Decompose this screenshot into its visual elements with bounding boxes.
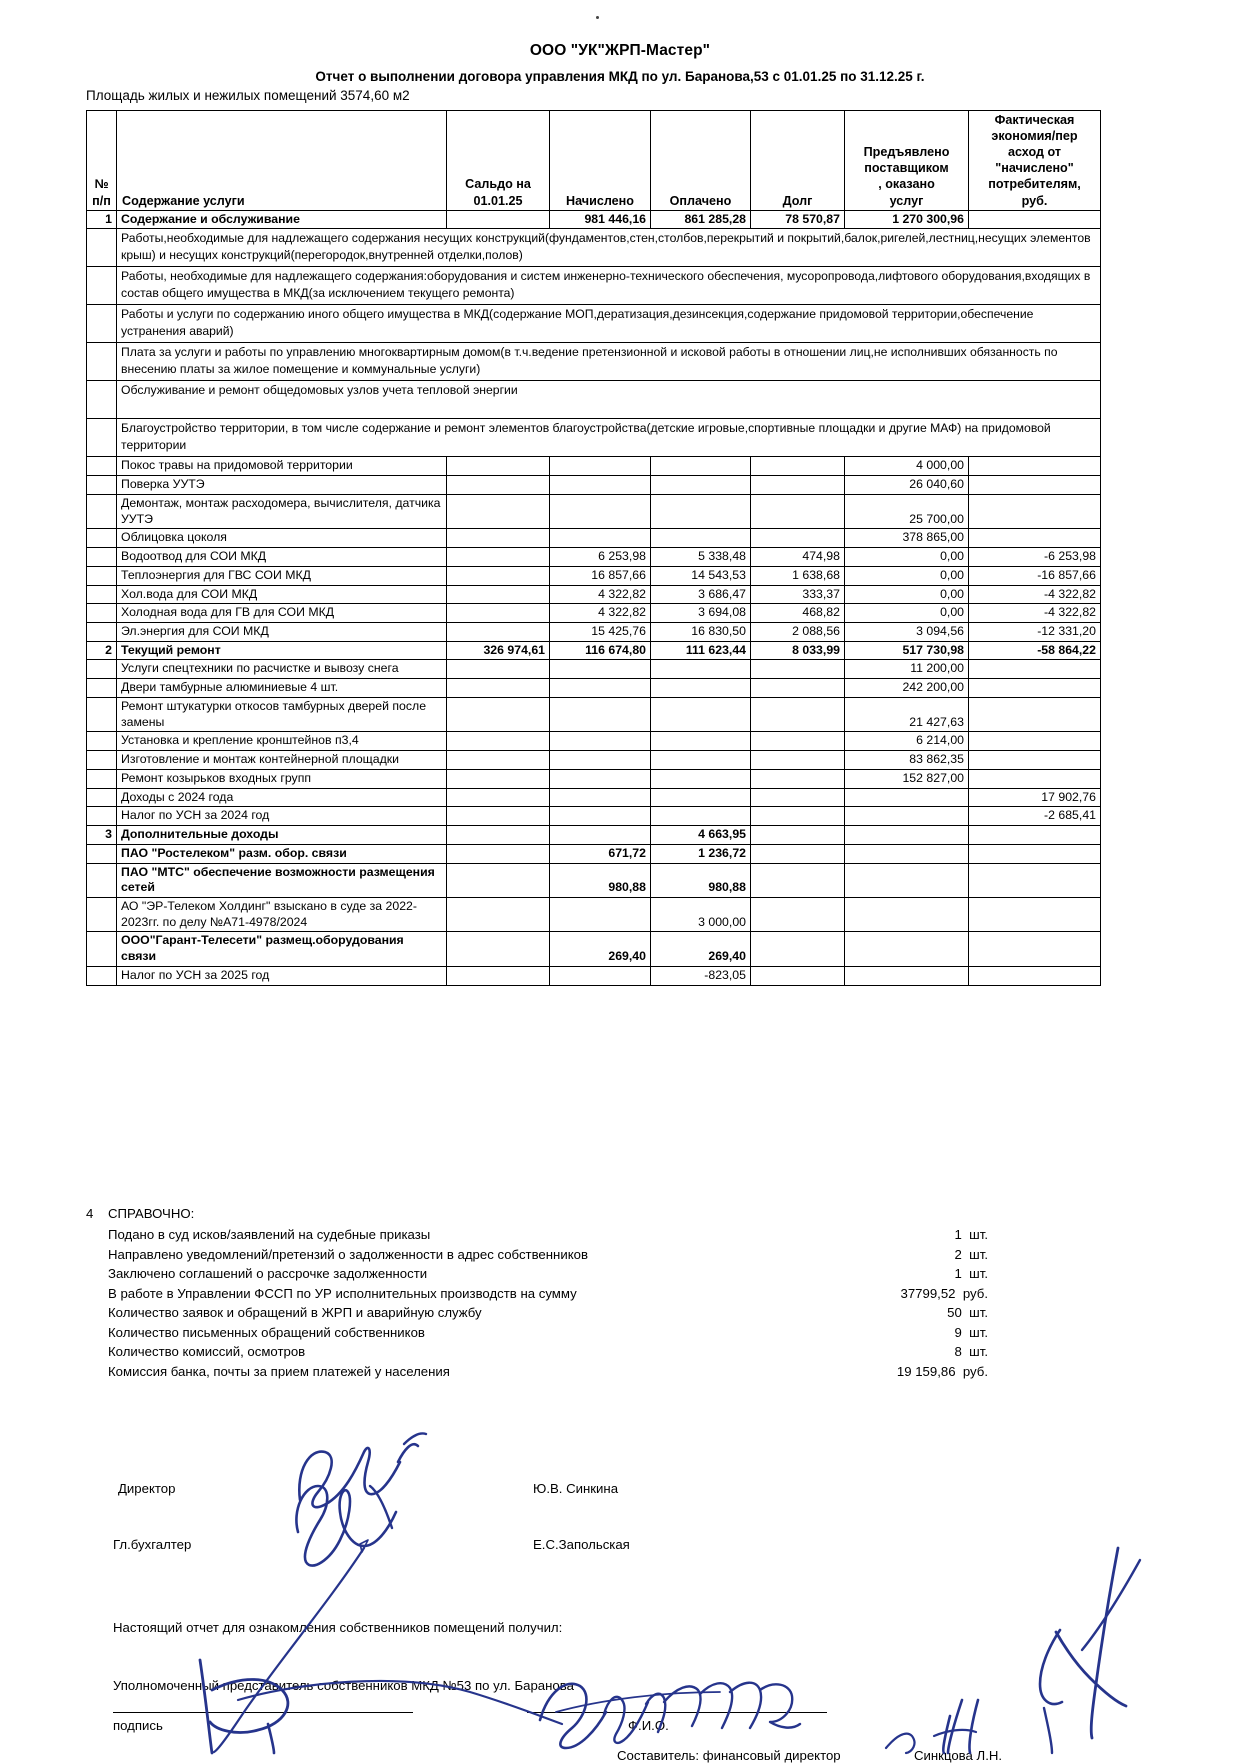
row-cell-paid: 269,40 xyxy=(651,932,751,966)
row-cell-paid: 111 623,44 xyxy=(651,641,751,660)
row-cell-supplier: 378 865,00 xyxy=(845,529,969,548)
row-description-cell: Эл.энергия для СОИ МКД xyxy=(117,623,447,642)
row-description-cell: Облицовка цоколя xyxy=(117,529,447,548)
row-cell-accrued: 980,88 xyxy=(550,863,651,897)
row-cell-paid: 4 663,95 xyxy=(651,826,751,845)
row-cell-economy: -4 322,82 xyxy=(969,585,1101,604)
row-description-cell: Ремонт козырьков входных групп xyxy=(117,769,447,788)
row-cell-debt: 474,98 xyxy=(751,548,845,567)
header-economy-line5: потребителям, xyxy=(988,177,1081,192)
row-description-text: Работы, необходимые для надлежащего содержания:оборудования и систем инженерно-технического обеспечения, мусоропровода,лифтового оборудования,входящих в состав общего имущества в МКД(за исключением текущего ремонта) xyxy=(117,267,1101,305)
row-cell-debt: 2 088,56 xyxy=(751,623,845,642)
row-cell-saldo: 326 974,61 xyxy=(447,641,550,660)
row-description-text: Работы,необходимые для надлежащего содержания несущих конструкций(фундаментов,стен,столбов,перекрытий и покрытий,балок,ригелей,лестниц,несущих элементов крыш) и несущих конструкций(перегородок,внутренней отделки,полов) xyxy=(117,229,1101,267)
reference-item-label: Заключено соглашений о рассрочке задолженности xyxy=(108,1266,428,1281)
row-cell-supplier: 0,00 xyxy=(845,548,969,567)
header-num-line2: п/п xyxy=(92,193,111,208)
reference-item-label: В работе в Управлении ФССП по УР исполнительных производств на сумму xyxy=(108,1285,577,1301)
row-num-cell: 3 xyxy=(87,826,117,845)
row-cell-paid: 3 686,47 xyxy=(651,585,751,604)
row-cell-supplier: 0,00 xyxy=(845,604,969,623)
reference-item-value: 1 шт. xyxy=(954,1227,988,1242)
reference-item-value: 9 шт. xyxy=(954,1324,988,1340)
row-cell-accrued: 15 425,76 xyxy=(550,623,651,642)
row-description-cell: Холодная вода для ГВ для СОИ МКД xyxy=(117,604,447,623)
reference-item-label: Количество заявок и обращений в ЖРП и аварийную службу xyxy=(108,1305,482,1320)
row-cell-economy: -12 331,20 xyxy=(969,623,1101,642)
row-description-cell: Установка и крепление кронштейнов п3,4 xyxy=(117,732,447,751)
accountant-name: Е.С.Запольская xyxy=(533,1537,630,1552)
header-num-line1: № xyxy=(94,177,109,192)
row-cell-paid: 861 285,28 xyxy=(651,210,751,229)
row-cell-economy: -4 322,82 xyxy=(969,604,1101,623)
row-cell-supplier: 6 214,00 xyxy=(845,732,969,751)
row-description-cell: Хол.вода для СОИ МКД xyxy=(117,585,447,604)
row-description-cell: ПАО "МТС" обеспечение возможности размещения сетей xyxy=(117,863,447,897)
accountant-label: Гл.бухгалтер xyxy=(113,1537,192,1552)
row-cell-supplier: 242 200,00 xyxy=(845,679,969,698)
row-cell-supplier: 517 730,98 xyxy=(845,641,969,660)
row-description-text: Обслуживание и ремонт общедомовых узлов учета тепловой энергии xyxy=(117,381,1101,419)
row-cell-accrued: 671,72 xyxy=(550,844,651,863)
row-cell-accrued: 4 322,82 xyxy=(550,585,651,604)
row-description-cell: Демонтаж, монтаж расходомера, вычислителя, датчика УУТЭ xyxy=(117,494,447,528)
row-cell-accrued: 16 857,66 xyxy=(550,566,651,585)
header-economy-line2: экономия/пер xyxy=(991,129,1078,144)
header-debt: Долг xyxy=(751,111,845,211)
row-cell-accrued: 4 322,82 xyxy=(550,604,651,623)
reference-number: 4 xyxy=(86,1206,94,1221)
row-description-cell: ПАО "Ростелеком" разм. обор. связи xyxy=(117,844,447,863)
row-description-cell: Услуги спецтехники по расчистке и вывозу снега xyxy=(117,660,447,679)
representative-line: Уполномоченный представитель собственников МКД №53 по ул. Баранова xyxy=(113,1678,574,1693)
row-cell-economy: 17 902,76 xyxy=(969,788,1101,807)
row-description-cell: Водоотвод для СОИ МКД xyxy=(117,548,447,567)
reference-item-label: Количество комиссий, осмотров xyxy=(108,1344,306,1359)
header-economy-line6: руб. xyxy=(1021,193,1048,208)
header-supplier-line3: , оказано xyxy=(878,177,935,192)
row-cell-supplier: 3 094,56 xyxy=(845,623,969,642)
reference-item-label: Направлено уведомлений/претензий о задолженности в адрес собственников xyxy=(108,1246,588,1262)
header-supplier-line1: Предъявлено xyxy=(863,145,950,160)
received-note: Настоящий отчет для ознакомления собственников помещений получил: xyxy=(113,1620,563,1635)
reference-item-label: Количество письменных обращений собственников xyxy=(108,1324,425,1340)
row-cell-paid: 1 236,72 xyxy=(651,844,751,863)
row-cell-paid: 5 338,48 xyxy=(651,548,751,567)
row-description-cell: Теплоэнергия для ГВС СОИ МКД xyxy=(117,566,447,585)
row-cell-supplier: 152 827,00 xyxy=(845,769,969,788)
row-cell-debt: 333,37 xyxy=(751,585,845,604)
compiler-name: Синкцова Л.Н. xyxy=(914,1748,1003,1763)
reference-item-value: 2 шт. xyxy=(954,1246,988,1262)
row-cell-paid: 16 830,50 xyxy=(651,623,751,642)
row-num-cell: 2 xyxy=(87,641,117,660)
row-cell-debt: 8 033,99 xyxy=(751,641,845,660)
compiler-label: Составитель: финансовый директор xyxy=(617,1748,841,1763)
row-cell-economy: -16 857,66 xyxy=(969,566,1101,585)
director-name: Ю.В. Синкина xyxy=(533,1481,619,1496)
header-accrued: Начислено xyxy=(550,111,651,211)
header-economy-line4: "начислено" xyxy=(995,161,1074,176)
row-cell-paid: -823,05 xyxy=(651,966,751,985)
row-cell-paid: 14 543,53 xyxy=(651,566,751,585)
director-label: Директор xyxy=(118,1481,176,1496)
row-description-cell: Доходы с 2024 года xyxy=(117,788,447,807)
row-cell-accrued: 981 446,16 xyxy=(550,210,651,229)
row-description-text: Работы и услуги по содержанию иного общего имущества в МКД(содержание МОП,дератизация,дезинсекция,содержание придомовой территории,обеспечение устранения аварий) xyxy=(117,305,1101,343)
header-description: Содержание услуги xyxy=(117,111,447,211)
row-description-cell: Дополнительные доходы xyxy=(117,826,447,845)
row-cell-debt: 78 570,87 xyxy=(751,210,845,229)
row-cell-paid: 3 000,00 xyxy=(651,898,751,932)
row-cell-accrued: 269,40 xyxy=(550,932,651,966)
row-cell-supplier: 83 862,35 xyxy=(845,751,969,770)
reference-item-label: Комиссия банка, почты за прием платежей у населения xyxy=(108,1363,450,1379)
row-description-cell: Изготовление и монтаж контейнерной площадки xyxy=(117,751,447,770)
reference-item-value: 1 шт. xyxy=(954,1266,988,1281)
row-cell-supplier: 25 700,00 xyxy=(845,494,969,528)
reference-title-text: СПРАВОЧНО: xyxy=(108,1206,195,1221)
row-cell-debt: 468,82 xyxy=(751,604,845,623)
row-description-text: Благоустройство территории, в том числе содержание и ремонт элементов благоустройства(детские игровые,спортивные площадки и другие МАФ) на придомовой территории xyxy=(117,419,1101,457)
row-cell-accrued: 116 674,80 xyxy=(550,641,651,660)
row-cell-supplier: 21 427,63 xyxy=(845,697,969,731)
row-cell-supplier: 11 200,00 xyxy=(845,660,969,679)
row-cell-supplier: 0,00 xyxy=(845,585,969,604)
row-cell-paid: 980,88 xyxy=(651,863,751,897)
reference-item-value: 50 шт. xyxy=(947,1305,988,1320)
reference-item-value: 19 159,86 руб. xyxy=(896,1363,988,1379)
row-description-cell: Поверка УУТЭ xyxy=(117,476,447,495)
report-title: Отчет о выполнении договора управления МКД по ул. Баранова,53 с 01.01.25 по 31.12.25 г. xyxy=(315,69,925,84)
row-description-cell: АО "ЭР-Телеком Холдинг" взыскано в суде за 2022-2023гг. по делу №А71-4978/2024 xyxy=(117,898,447,932)
header-economy-line3: асход от xyxy=(1007,145,1062,160)
reference-item-label: Подано в суд исков/заявлений на судебные приказы xyxy=(108,1227,431,1242)
row-description-text: Плата за услуги и работы по управлению многоквартирным домом(в т.ч.ведение претензионной и исковой работы в отношении лиц,не исполнивших обязанность по внесению платы за жилое помещение и коммунальные услуги) xyxy=(117,343,1101,381)
row-description-cell: Ремонт штукатурки откосов тамбурных дверей после замены xyxy=(117,697,447,731)
header-paid: Оплачено xyxy=(651,111,751,211)
row-cell-economy: -2 685,41 xyxy=(969,807,1101,826)
row-description-cell: Двери тамбурные алюминиевые 4 шт. xyxy=(117,679,447,698)
fio-caption: Ф.И.О. xyxy=(628,1718,669,1733)
row-cell-paid: 3 694,08 xyxy=(651,604,751,623)
header-economy-line1: Фактическая xyxy=(994,113,1075,127)
row-description-cell: Налог по УСН за 2025 год xyxy=(117,966,447,985)
reference-item-value: 8 шт. xyxy=(954,1344,988,1359)
row-cell-supplier: 0,00 xyxy=(845,566,969,585)
row-cell-supplier: 4 000,00 xyxy=(845,457,969,476)
header-saldo-line2: 01.01.25 xyxy=(473,193,523,208)
row-description-cell: ООО"Гарант-Телесети" размещ.оборудования связи xyxy=(117,932,447,966)
row-description-cell: Покос травы на придомовой территории xyxy=(117,457,447,476)
row-cell-supplier: 1 270 300,96 xyxy=(845,210,969,229)
row-cell-supplier: 26 040,60 xyxy=(845,476,969,495)
header-saldo-line1: Сальдо на xyxy=(465,177,531,192)
row-cell-economy: -58 864,22 xyxy=(969,641,1101,660)
row-cell-accrued: 6 253,98 xyxy=(550,548,651,567)
reference-item-value: 37799,52 руб. xyxy=(900,1285,988,1301)
row-cell-debt: 1 638,68 xyxy=(751,566,845,585)
organization-name: ООО "УК"ЖРП-Мастер" xyxy=(529,42,711,59)
row-description-cell: Текущий ремонт xyxy=(117,641,447,660)
signature-caption: подпись xyxy=(113,1718,163,1733)
row-num-cell: 1 xyxy=(87,210,117,229)
premises-area-line: Площадь жилых и нежилых помещений 3574,60 м2 xyxy=(86,88,410,103)
row-cell-economy: -6 253,98 xyxy=(969,548,1101,567)
row-description-cell: Налог по УСН за 2024 год xyxy=(117,807,447,826)
row-description-cell: Содержание и обслуживание xyxy=(117,210,447,229)
header-supplier-line4: услуг xyxy=(889,193,924,208)
header-supplier-line2: поставщиком xyxy=(864,161,949,176)
